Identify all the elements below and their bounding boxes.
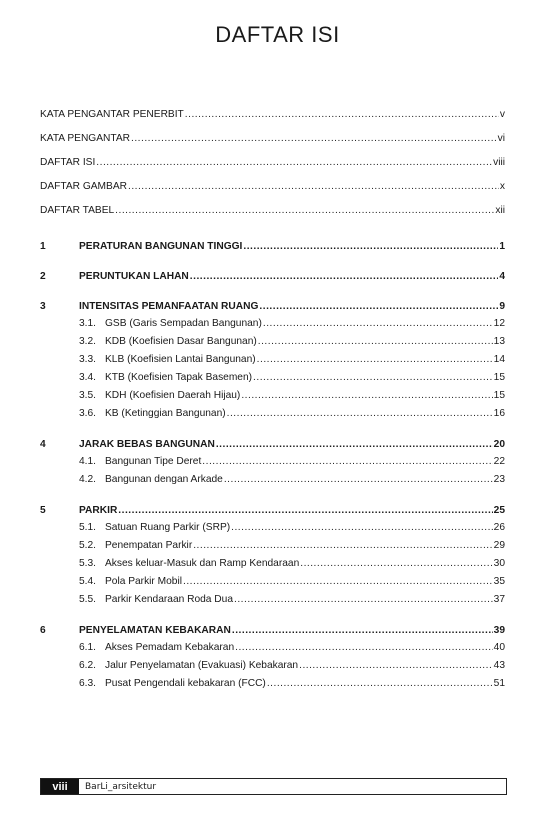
footer-page-number: viii bbox=[41, 779, 79, 794]
section-number: 5.3. bbox=[79, 558, 96, 569]
spacer bbox=[40, 423, 505, 437]
toc-entry-page: v bbox=[499, 109, 505, 120]
toc-entry-section[interactable] bbox=[40, 351, 505, 369]
toc-entry-label: KATA PENGANTAR PENERBIT bbox=[40, 109, 184, 120]
spacer bbox=[40, 489, 505, 503]
section-page: 35 bbox=[493, 576, 505, 587]
toc-leader-dots bbox=[299, 657, 493, 675]
toc-leader-dots bbox=[267, 675, 493, 693]
toc-leader-dots bbox=[258, 333, 493, 351]
chapter-number: 1 bbox=[40, 241, 46, 252]
toc-leader-dots bbox=[96, 156, 492, 170]
toc-leader-dots bbox=[131, 132, 497, 146]
section-label: Akses keluar-Masuk dan Ramp Kendaraan bbox=[105, 558, 300, 569]
page-footer bbox=[40, 778, 507, 795]
toc-entry-chapter[interactable] bbox=[40, 503, 505, 519]
section-number: 3.2. bbox=[79, 336, 96, 347]
footer-brand: BarLi_arsitektur bbox=[85, 781, 157, 792]
toc-leader-dots bbox=[128, 180, 499, 194]
section-label: KB (Ketinggian Bangunan) bbox=[105, 408, 226, 419]
chapter-page: 25 bbox=[493, 505, 505, 516]
section-number: 5.1. bbox=[79, 522, 96, 533]
toc-leader-dots bbox=[185, 108, 499, 122]
toc-entry-chapter[interactable] bbox=[40, 437, 505, 453]
page-title: DAFTAR ISI bbox=[215, 22, 340, 47]
toc-leader-dots bbox=[257, 351, 493, 369]
toc-entry-section[interactable] bbox=[40, 591, 505, 609]
spacer bbox=[40, 285, 505, 299]
toc-leader-dots bbox=[115, 204, 494, 218]
spacer bbox=[40, 609, 505, 623]
spacer bbox=[40, 228, 505, 239]
chapter-number: 2 bbox=[40, 271, 46, 282]
section-page: 22 bbox=[493, 456, 505, 467]
chapter-page: 4 bbox=[499, 271, 505, 282]
toc-entry-section[interactable] bbox=[40, 387, 505, 405]
chapter-page: 9 bbox=[499, 301, 505, 312]
toc-entry-front[interactable] bbox=[40, 108, 505, 122]
section-page: 23 bbox=[493, 474, 505, 485]
section-page: 15 bbox=[493, 372, 505, 383]
toc-entry-page: x bbox=[499, 181, 505, 192]
toc-leader-dots bbox=[300, 555, 492, 573]
toc-leader-dots bbox=[241, 387, 492, 405]
toc-leader-dots bbox=[243, 239, 498, 255]
toc-entry-front[interactable] bbox=[40, 204, 505, 218]
section-label: KTB (Koefisien Tapak Basemen) bbox=[105, 372, 253, 383]
toc-entry-section[interactable] bbox=[40, 405, 505, 423]
section-page: 43 bbox=[493, 660, 505, 671]
section-number: 6.1. bbox=[79, 642, 96, 653]
toc-entry-section[interactable] bbox=[40, 537, 505, 555]
toc-entry-page: viii bbox=[493, 157, 505, 168]
toc-leader-dots bbox=[183, 573, 493, 591]
toc-leader-dots bbox=[193, 537, 492, 555]
spacer bbox=[40, 693, 505, 707]
section-number: 5.5. bbox=[79, 594, 96, 605]
section-page: 13 bbox=[493, 336, 505, 347]
toc-leader-dots bbox=[118, 503, 492, 519]
toc-entry-label: DAFTAR GAMBAR bbox=[40, 181, 127, 192]
toc-leader-dots bbox=[216, 437, 493, 453]
section-page: 37 bbox=[493, 594, 505, 605]
section-label: KDB (Koefisien Dasar Bangunan) bbox=[105, 336, 257, 347]
section-page: 15 bbox=[493, 390, 505, 401]
toc-entry-label: DAFTAR ISI bbox=[40, 157, 96, 168]
section-page: 26 bbox=[493, 522, 505, 533]
toc-entry-front[interactable] bbox=[40, 132, 505, 146]
toc-entry-section[interactable] bbox=[40, 675, 505, 693]
chapter-number: 4 bbox=[40, 439, 46, 450]
chapter-page: 20 bbox=[493, 439, 505, 450]
section-page: 14 bbox=[493, 354, 505, 365]
chapter-label: PERATURAN BANGUNAN TINGGI bbox=[79, 241, 243, 252]
chapter-number: 5 bbox=[40, 505, 46, 516]
section-number: 5.2. bbox=[79, 540, 96, 551]
chapter-page: 1 bbox=[499, 241, 505, 252]
section-label: Pusat Pengendali kebakaran (FCC) bbox=[105, 678, 266, 689]
chapter-label: PERUNTUKAN LAHAN bbox=[79, 271, 189, 282]
section-label: Satuan Ruang Parkir (SRP) bbox=[105, 522, 231, 533]
toc-entry-section[interactable] bbox=[40, 555, 505, 573]
toc-leader-dots bbox=[259, 299, 498, 315]
section-label: Bangunan Tipe Deret bbox=[105, 456, 202, 467]
toc-leader-dots bbox=[235, 639, 493, 657]
section-label: Bangunan dengan Arkade bbox=[105, 474, 223, 485]
chapter-number: 6 bbox=[40, 625, 46, 636]
section-number: 3.5. bbox=[79, 390, 96, 401]
section-page: 29 bbox=[493, 540, 505, 551]
section-label: Jalur Penyelamatan (Evakuasi) Kebakaran bbox=[105, 660, 299, 671]
section-label: KDH (Koefisien Daerah Hijau) bbox=[105, 390, 241, 401]
section-label: Parkir Kendaraan Roda Dua bbox=[105, 594, 233, 605]
section-number: 3.3. bbox=[79, 354, 96, 365]
toc-leader-dots bbox=[190, 269, 499, 285]
section-number: 3.6. bbox=[79, 408, 96, 419]
spacer bbox=[40, 255, 505, 269]
chapter-number: 3 bbox=[40, 301, 46, 312]
toc-entry-chapter[interactable] bbox=[40, 623, 505, 639]
section-number: 3.1. bbox=[79, 318, 96, 329]
section-label: Pola Parkir Mobil bbox=[105, 576, 182, 587]
section-number: 4.1. bbox=[79, 456, 96, 467]
table-of-contents bbox=[40, 108, 505, 707]
toc-entry-chapter[interactable] bbox=[40, 239, 505, 255]
section-number: 6.3. bbox=[79, 678, 96, 689]
toc-entry-section[interactable] bbox=[40, 573, 505, 591]
toc-entry-chapter[interactable] bbox=[40, 269, 505, 285]
toc-entry-page: vi bbox=[497, 133, 505, 144]
section-number: 3.4. bbox=[79, 372, 96, 383]
toc-entry-label: KATA PENGANTAR bbox=[40, 133, 131, 144]
toc-leader-dots bbox=[253, 369, 493, 387]
toc-leader-dots bbox=[227, 405, 493, 423]
chapter-label: PARKIR bbox=[79, 505, 118, 516]
toc-entry-section[interactable] bbox=[40, 453, 505, 471]
section-page: 12 bbox=[493, 318, 505, 329]
chapter-label: PENYELAMATAN KEBAKARAN bbox=[79, 625, 231, 636]
section-page: 30 bbox=[493, 558, 505, 569]
toc-entry-front[interactable] bbox=[40, 180, 505, 194]
toc-entry-section[interactable] bbox=[40, 315, 505, 333]
toc-leader-dots bbox=[232, 623, 493, 639]
toc-entry-label: DAFTAR TABEL bbox=[40, 205, 115, 216]
toc-leader-dots bbox=[224, 471, 493, 489]
toc-entry-section[interactable] bbox=[40, 333, 505, 351]
chapter-page: 39 bbox=[493, 625, 505, 636]
section-page: 16 bbox=[493, 408, 505, 419]
section-number: 5.4. bbox=[79, 576, 96, 587]
section-label: KLB (Koefisien Lantai Bangunan) bbox=[105, 354, 256, 365]
section-page: 51 bbox=[493, 678, 505, 689]
toc-entry-section[interactable] bbox=[40, 639, 505, 657]
toc-leader-dots bbox=[202, 453, 492, 471]
section-label: Penempatan Parkir bbox=[105, 540, 193, 551]
toc-entry-section[interactable] bbox=[40, 657, 505, 675]
toc-entry-section[interactable] bbox=[40, 369, 505, 387]
chapter-label: JARAK BEBAS BANGUNAN bbox=[79, 439, 215, 450]
section-label: Akses Pemadam Kebakaran bbox=[105, 642, 235, 653]
section-number: 6.2. bbox=[79, 660, 96, 671]
toc-leader-dots bbox=[231, 519, 493, 537]
toc-leader-dots bbox=[263, 315, 493, 333]
toc-leader-dots bbox=[234, 591, 493, 609]
section-page: 40 bbox=[493, 642, 505, 653]
section-label: GSB (Garis Sempadan Bangunan) bbox=[105, 318, 262, 329]
toc-entry-front[interactable] bbox=[40, 156, 505, 170]
toc-entry-chapter[interactable] bbox=[40, 299, 505, 315]
section-number: 4.2. bbox=[79, 474, 96, 485]
toc-entry-section[interactable] bbox=[40, 519, 505, 537]
toc-entry-section[interactable] bbox=[40, 471, 505, 489]
toc-entry-page: xii bbox=[495, 205, 505, 216]
chapter-label: INTENSITAS PEMANFAATAN RUANG bbox=[79, 301, 259, 312]
